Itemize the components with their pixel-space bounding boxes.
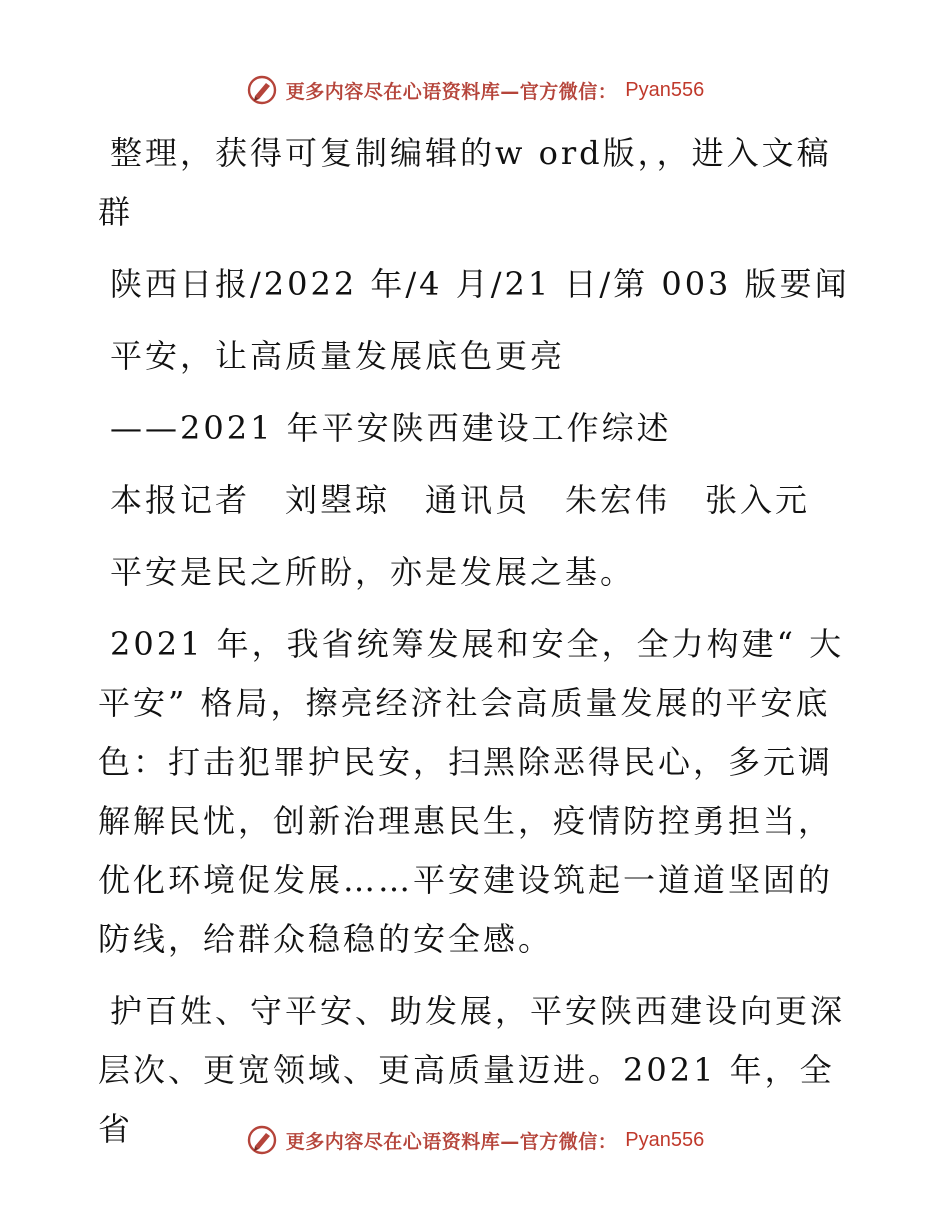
watermark-wechat-id: Pyan556 — [625, 78, 705, 101]
watermark-text: 更多内容尽在心语资料库—官方微信： — [285, 80, 618, 103]
watermark-text: 更多内容尽在心语资料库—官方微信： — [285, 1130, 618, 1153]
watermark-wechat-id: Pyan556 — [625, 1128, 705, 1151]
article-subtitle: ——2021 年平安陕西建设工作综述 — [110, 409, 672, 447]
byline: 本报记者 刘曌琼 通讯员 朱宏伟 张入元 — [110, 481, 811, 519]
pen-seal-icon — [246, 1124, 278, 1156]
source-line: 陕西日报/2022 年/4 月/21 日/第 003 版要闻 — [110, 265, 850, 303]
paragraph: 护百姓、守平安、助发展，平安陕西建设向更深层次、更宽领域、更高质量迈进。2021 年，全省 — [98, 992, 846, 1148]
pen-seal-icon — [246, 74, 278, 106]
article-title: 平安，让高质量发展底色更亮 — [110, 337, 566, 375]
watermark-banner-bottom — [0, 1120, 950, 1160]
watermark-banner-top — [0, 70, 950, 110]
intro-line: 整理，获得可复制编辑的w ord版，，进入文稿群 — [98, 134, 832, 231]
article-body — [98, 124, 858, 1172]
paragraph: 平安是民之所盼，亦是发展之基。 — [110, 553, 636, 591]
paragraph: 2021 年，我省统筹发展和安全，全力构建“ 大平安” 格局，擦亮经济社会高质量发展的平安底色：打击犯罪护民安，扫黑除恶得民心，多元调解解民忧，创新治理惠民生，疫情防控勇担当，优化环境促发展……平安建设筑起一道道坚固的防线，给群众稳稳的安全感。 — [98, 625, 845, 958]
